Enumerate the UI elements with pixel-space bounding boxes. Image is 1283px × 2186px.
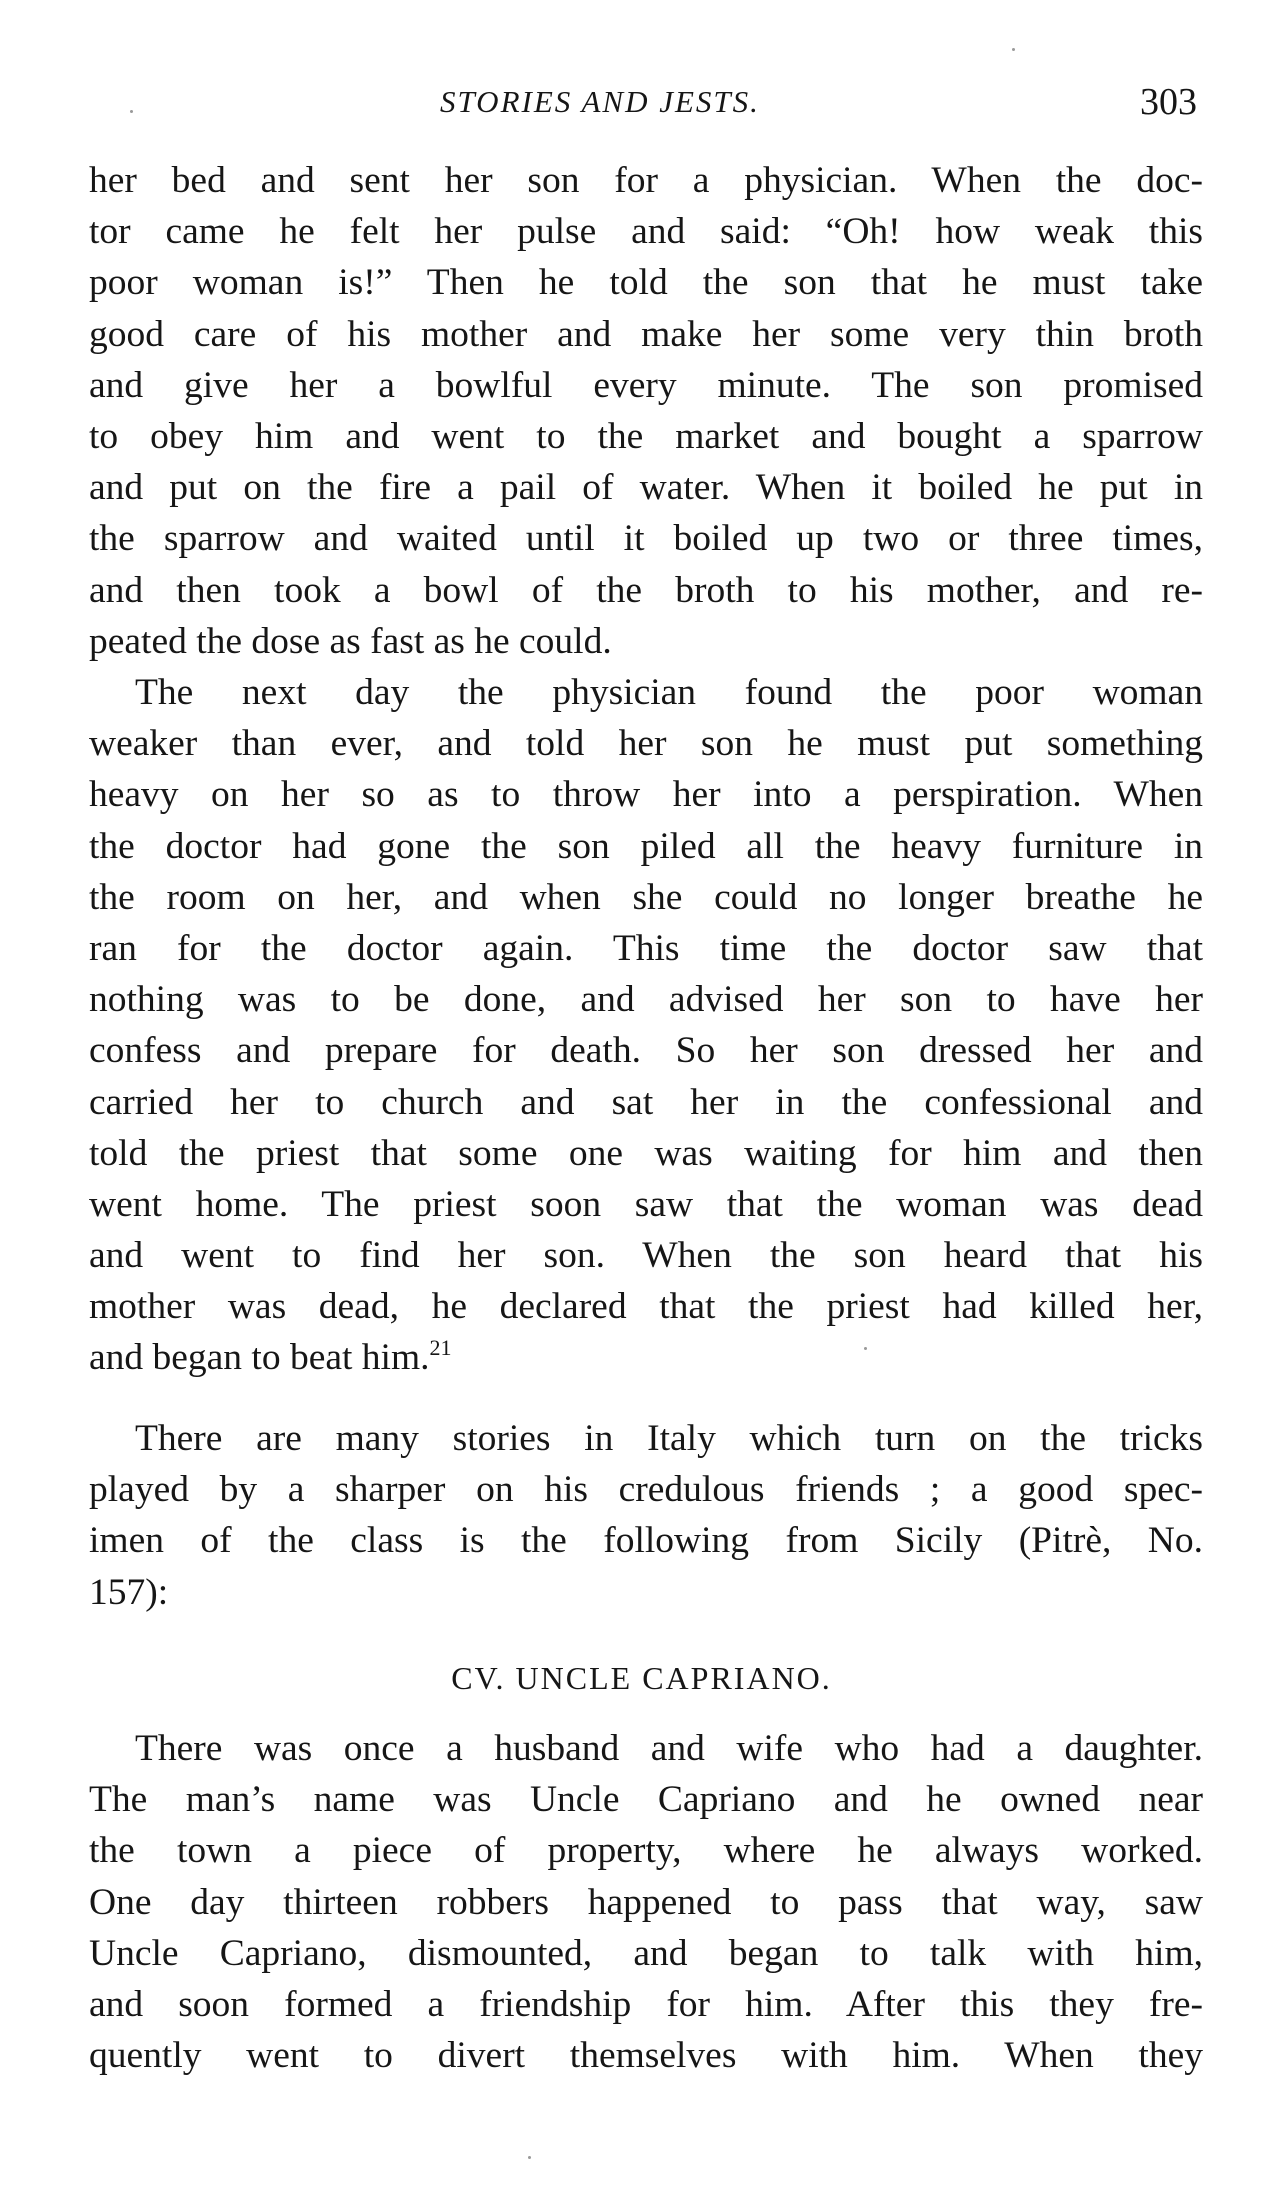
text-line: confess and prepare for death. So her son dressed her and	[89, 1030, 1203, 1072]
text-line: told the priest that some one was waiting for him and then	[89, 1132, 1203, 1174]
scan-speck	[130, 110, 133, 113]
text-line: good care of his mother and make her some very thin broth	[89, 313, 1203, 355]
text-line: carried her to church and sat her in the confessional and	[89, 1081, 1203, 1123]
running-head	[0, 82, 1283, 132]
text-line: Uncle Capriano, dismounted, and began to talk with him,	[89, 1932, 1203, 1974]
text-line: the town a piece of property, where he always worked.	[89, 1830, 1203, 1872]
text-line: and then took a bowl of the broth to his mother, and re-	[89, 569, 1203, 611]
text-line	[89, 1332, 1203, 1383]
text-line: quently went to divert themselves with him. When they	[89, 2035, 1203, 2077]
text-line: tor came he felt her pulse and said: “Oh! how weak this	[89, 211, 1203, 253]
text-line: and put on the fire a pail of water. When it boiled he put in	[89, 467, 1203, 509]
paragraph-introduction	[89, 1413, 1203, 1618]
text-line: There are many stories in Italy which turn on the tricks	[135, 1418, 1203, 1459]
section-heading: CV. UNCLE CAPRIANO.	[451, 1660, 832, 1696]
text-line: weaker than ever, and told her son he must put something	[89, 723, 1203, 765]
text-line-content: and began to beat him.	[89, 1337, 430, 1379]
text-line: peated the dose as fast as he could.	[89, 620, 612, 662]
text-line: poor woman is!” Then he told the son that he must take	[89, 262, 1203, 304]
text-line: the room on her, and when she could no longer breathe he	[89, 876, 1203, 918]
text-line: The man’s name was Uncle Capriano and he owned near	[89, 1779, 1203, 1821]
text-line: to obey him and went to the market and bought a sparrow	[89, 415, 1203, 457]
footnote-reference: 21	[429, 1335, 452, 1361]
scan-speck	[528, 2156, 531, 2159]
text-line: went home. The priest soon saw that the woman was dead	[89, 1183, 1203, 1225]
text-line: and went to find her son. When the son heard that his	[89, 1235, 1203, 1277]
text-line: mother was dead, he declared that the priest had killed her,	[89, 1286, 1203, 1328]
text-line: heavy on her so as to throw her into a perspiration. When	[89, 774, 1203, 816]
text-line: nothing was to be done, and advised her son to have her	[89, 979, 1203, 1021]
scan-speck	[864, 1347, 867, 1350]
text-line: the sparrow and waited until it boiled up two or three times,	[89, 518, 1203, 560]
text-line: There was once a husband and wife who had a daughter.	[135, 1728, 1203, 1769]
paragraph-continuation	[89, 155, 1203, 667]
text-line: 157):	[89, 1571, 169, 1613]
text-line: played by a sharper on his credulous friends ; a good spec-	[89, 1469, 1203, 1511]
paragraph-uncle-capriano	[89, 1723, 1203, 2081]
running-title: STORIES AND JESTS.	[440, 84, 760, 119]
text-line: and give her a bowlful every minute. The son promised	[89, 364, 1203, 406]
text-line: One day thirteen robbers happened to pass that way, saw	[89, 1881, 1203, 1923]
text-line: ran for the doctor again. This time the doctor saw that	[89, 927, 1203, 969]
text-line: imen of the class is the following from Sicily (Pitrè, No.	[89, 1520, 1203, 1562]
scan-speck	[1012, 48, 1015, 51]
text-line: and soon formed a friendship for him. After this they fre-	[89, 1983, 1203, 2025]
text-line: the doctor had gone the son piled all the heavy furniture in	[89, 825, 1203, 867]
page-number: 303	[1140, 81, 1197, 123]
paragraph-physician	[89, 667, 1203, 1384]
text-line: The next day the physician found the poor woman	[135, 672, 1203, 713]
text-line: her bed and sent her son for a physician. When the doc-	[89, 160, 1203, 201]
